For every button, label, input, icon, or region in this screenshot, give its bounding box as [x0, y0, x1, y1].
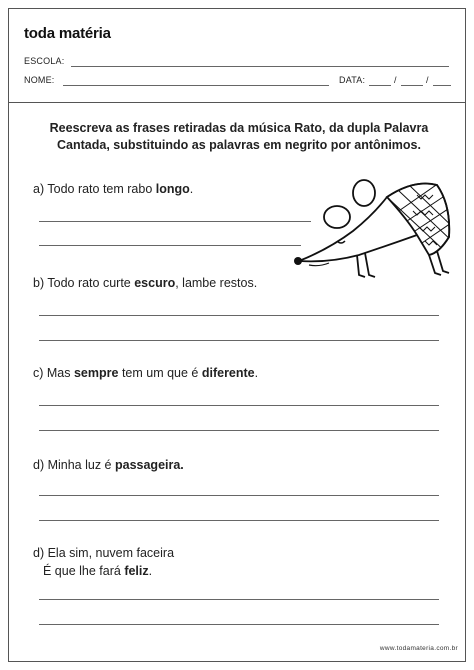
question-b: b) Todo rato curte escuro, lambe restos. — [33, 276, 258, 290]
question-c: c) Mas sempre tem um que é diferente. — [33, 366, 259, 380]
school-label: ESCOLA: — [24, 56, 65, 66]
answer-line[interactable] — [39, 315, 439, 316]
question-a: a) Todo rato tem rabo longo. — [33, 182, 194, 196]
school-field[interactable] — [71, 66, 449, 67]
footer-url: www.todamateria.com.br — [379, 645, 458, 652]
bold-word: longo — [155, 182, 190, 196]
date-label: DATA: — [339, 75, 366, 85]
name-field[interactable] — [63, 85, 329, 86]
date-separator: / — [394, 75, 397, 85]
bold-word: feliz — [124, 564, 149, 578]
question-d: d) Minha luz é passageira. — [33, 458, 184, 472]
answer-line[interactable] — [39, 245, 301, 246]
header — [9, 9, 465, 103]
answer-line[interactable] — [39, 221, 311, 222]
answer-line[interactable] — [39, 599, 439, 600]
question-e: d) Ela sim, nuvem faceira É que lhe fará feliz. — [33, 546, 175, 578]
date-day-field[interactable] — [369, 85, 391, 86]
date-month-field[interactable] — [401, 85, 423, 86]
bold-word: escuro — [134, 276, 176, 290]
date-year-field[interactable] — [433, 85, 451, 86]
bold-word: diferente — [201, 366, 255, 380]
logo: toda matéria — [24, 25, 111, 42]
bold-word: sempre — [73, 366, 119, 380]
instructions: Reescreva as frases retiradas da música Rato, da dupla Palavra Cantada, substituindo as palavras em negrito por antônimos. — [49, 121, 429, 152]
answer-line[interactable] — [39, 430, 439, 431]
answer-line[interactable] — [39, 405, 439, 406]
answer-line[interactable] — [39, 495, 439, 496]
date-separator: / — [426, 75, 429, 85]
worksheet — [8, 8, 466, 662]
mouse-illustration — [289, 175, 459, 285]
answer-line[interactable] — [39, 340, 439, 341]
name-label: NOME: — [24, 75, 55, 85]
answer-line[interactable] — [39, 520, 439, 521]
answer-line[interactable] — [39, 624, 439, 625]
bold-word: passageira. — [114, 458, 184, 472]
